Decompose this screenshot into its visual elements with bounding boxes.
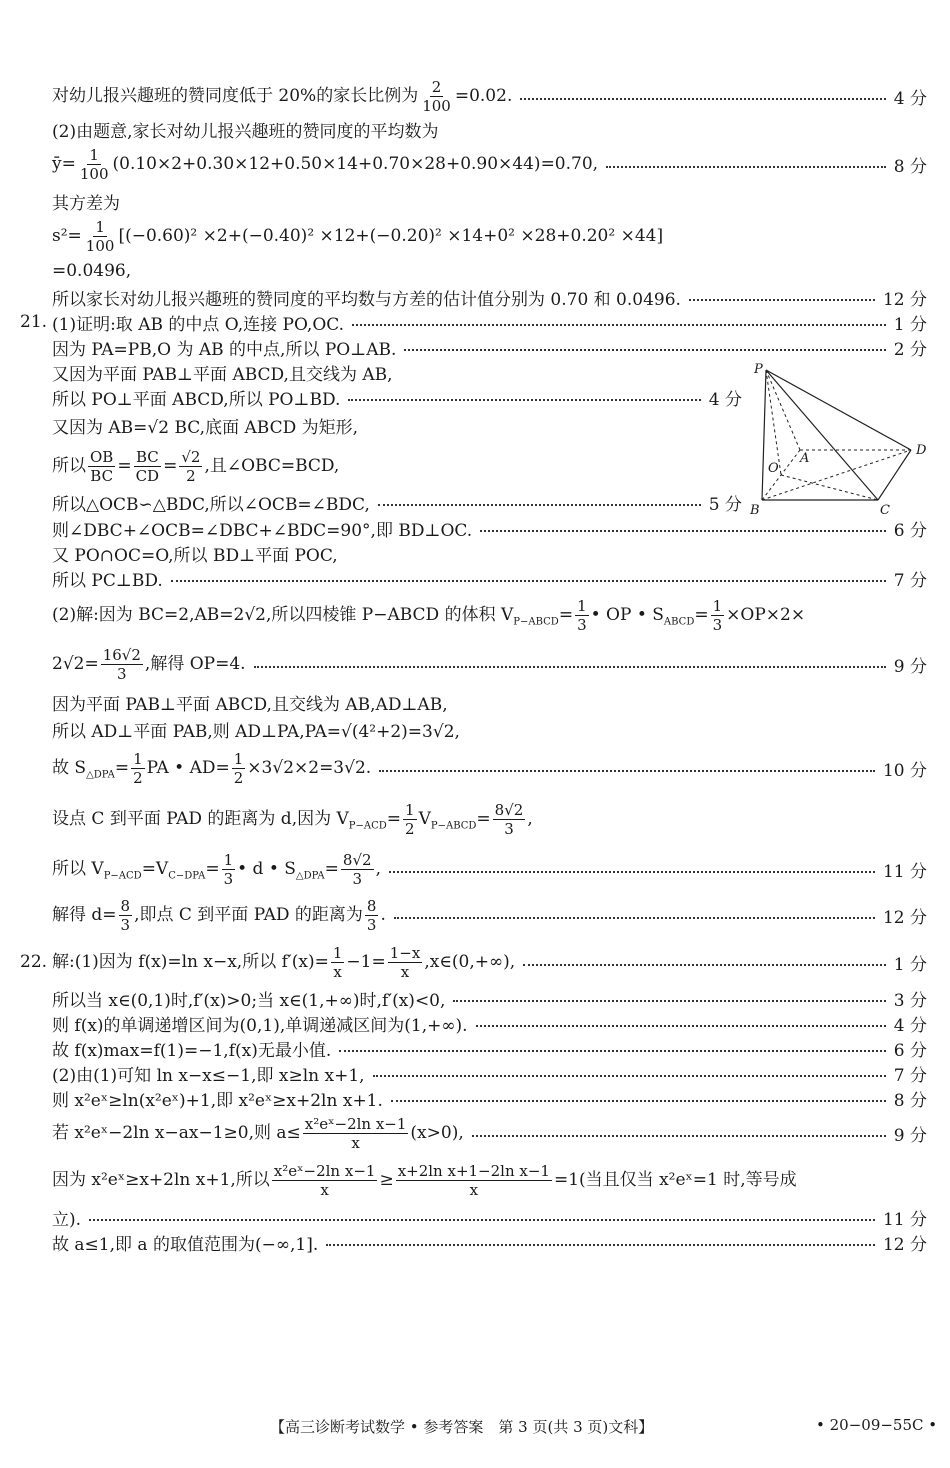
line-text: 又 PO∩OC=O,所以 BD⊥平面 POC, (52, 545, 338, 566)
text-span: −1= (346, 951, 386, 972)
answer-line (52, 689, 927, 715)
text-span: ×3√2×2=3√2. (247, 757, 372, 778)
fraction-numerator: 1 (133, 749, 143, 768)
fraction (131, 750, 145, 787)
answer-line (52, 1035, 927, 1061)
fraction-numerator: √2 (181, 447, 201, 466)
fraction (396, 1162, 552, 1199)
answer-line (52, 1060, 927, 1086)
text-span: ,解得 OP=4. (144, 653, 246, 674)
text-span: • OP • S (590, 604, 664, 625)
answer-line (52, 592, 927, 638)
fraction-denominator: 2 (133, 768, 143, 787)
page-footer (0, 1416, 950, 1438)
score-label: 4 分 (893, 1015, 927, 1036)
leader-dots (339, 1050, 886, 1052)
fraction (365, 897, 379, 934)
edge-pa (766, 370, 800, 450)
fraction (119, 897, 133, 934)
line-text: 立). (52, 1209, 82, 1230)
line-text (52, 801, 533, 838)
fraction-numerator: x²eˣ−2ln x−1 (273, 1161, 376, 1180)
text-span: =0.02. (454, 85, 513, 106)
fraction (134, 448, 162, 485)
leader-dots (171, 580, 886, 582)
answer-line (52, 892, 927, 938)
label-p: P (754, 362, 763, 377)
text-span: = (117, 455, 132, 476)
fraction-numerator: 1 (712, 596, 723, 615)
leader-dots (472, 1135, 886, 1137)
fraction-numerator: 8√2 (494, 800, 524, 819)
line-text: 所以 AD⊥平面 PAB,则 AD⊥PA,PA=√(4²+2)=3√2, (52, 721, 460, 742)
fraction-denominator: 100 (85, 236, 115, 255)
score-label: 6 分 (893, 1040, 927, 1061)
edge-cd (878, 450, 911, 500)
fraction (331, 944, 345, 981)
text-span: (0.10×2+0.30×12+0.50×14+0.70×28+0.90×44)=0.70, (112, 153, 599, 174)
answer-line (52, 1110, 927, 1156)
fraction-denominator: x (351, 1133, 360, 1152)
fraction (403, 801, 417, 838)
answer-line (20, 939, 927, 985)
text-span: 所以 V (52, 858, 104, 879)
subscript: △DPA (295, 869, 325, 881)
fraction-numerator: 8 (366, 896, 377, 915)
leader-dots (689, 299, 875, 301)
text-span: = (694, 604, 709, 625)
score-label: 7 分 (893, 1065, 927, 1086)
score-label: 4 分 (893, 88, 927, 109)
fraction (101, 646, 143, 683)
fraction-denominator: x (469, 1180, 479, 1199)
pyramid-figure (748, 360, 933, 520)
question-number: 22. (20, 952, 48, 972)
fraction-denominator: 3 (366, 915, 377, 934)
edge-pd (766, 370, 911, 450)
text-span: • d • S (237, 858, 296, 879)
leader-dots (476, 1025, 886, 1027)
text-span: = (205, 858, 220, 879)
answer-line (52, 141, 927, 187)
line-text: (2)由题意,家长对幼儿报兴趣班的赞同度的平均数为 (52, 121, 439, 142)
answer-line (52, 116, 927, 142)
line-text: 所以 PO⊥平面 ABCD,所以 PO⊥BD. (52, 389, 341, 410)
fraction-numerator: BC (135, 447, 159, 466)
text-span: ≥ (379, 1169, 394, 1190)
text-span: 2√2= (52, 653, 99, 674)
line-text: 所以△OCB∽△BDC,所以∠OCB=∠BDC, (52, 494, 370, 515)
line-text: 则∠DBC+∠OCB=∠DBC+∠BDC=90°,即 BD⊥OC. (52, 520, 473, 541)
fraction-numerator: 1 (95, 217, 105, 236)
answer-line (52, 334, 927, 360)
score-label: 12 分 (882, 907, 927, 928)
text-span: , (375, 858, 381, 879)
subscript: ABCD (663, 615, 695, 627)
fraction-denominator: 100 (79, 164, 109, 183)
text-span: PA • AD= (146, 757, 230, 778)
footer-title: 【高三诊断考试数学 • 参考答案 第 3 页(共 3 页)文科】 (270, 1418, 654, 1436)
subscript: C−DPA (168, 869, 206, 881)
line-text (52, 448, 339, 485)
answer-line (52, 258, 927, 284)
fraction-numerator: x²eˣ−2ln x−1 (304, 1114, 407, 1133)
text-span: 解:(1)因为 f(x)=ln x−x,所以 f′(x)= (52, 951, 329, 972)
fraction-denominator: x (320, 1180, 329, 1199)
line-text (52, 597, 805, 634)
answer-line (52, 1085, 927, 1111)
text-span: 所以 (52, 455, 86, 476)
fraction-numerator: x+2ln x+1−2ln x−1 (397, 1161, 550, 1180)
answer-line (52, 846, 927, 892)
subscript: P−ACD (103, 869, 142, 881)
label-c: C (880, 503, 890, 518)
leader-dots (379, 770, 875, 772)
text-span: =1(当且仅当 x²eˣ=1 时,等号成 (553, 1169, 797, 1190)
line-text: 又因为平面 PAB⊥平面 ABCD,且交线为 AB, (52, 364, 393, 385)
fraction-denominator: 3 (120, 915, 131, 934)
score-label: 8 分 (893, 1090, 927, 1111)
line-text (52, 851, 381, 888)
fraction (88, 448, 115, 485)
fraction (78, 146, 111, 183)
text-span: ȳ= (52, 153, 76, 174)
text-span: ,且∠OBC=BCD, (204, 455, 340, 476)
leader-dots (391, 1100, 886, 1102)
answer-line (52, 359, 742, 385)
text-span: [(−0.60)² ×2+(−0.40)² ×12+(−0.20)² ×14+0² ×28+0.20² ×44] (118, 225, 664, 246)
text-span: (2)解:因为 BC=2,AB=2√2,所以四棱锥 P−ABCD 的体积 V (52, 604, 514, 625)
text-span: =V (141, 858, 169, 879)
text-span: V (418, 808, 431, 829)
line-text: 其方差为 (52, 193, 120, 214)
answer-line (52, 540, 927, 566)
answer-line (52, 745, 927, 791)
answer-line (52, 716, 927, 742)
fraction-denominator: 3 (577, 615, 587, 634)
score-label: 2 分 (893, 339, 927, 360)
subscript: △DPA (86, 768, 115, 780)
line-text: 所以 PC⊥BD. (52, 570, 163, 591)
text-span: s²= (52, 225, 82, 246)
score-label: 7 分 (893, 570, 927, 591)
score-label: 9 分 (893, 1125, 927, 1146)
fraction-numerator: 1 (89, 145, 99, 164)
label-o: O (768, 461, 779, 476)
answer-line (52, 1204, 927, 1230)
leader-dots (453, 1000, 885, 1002)
leader-dots (523, 964, 886, 966)
diagonal-bd (762, 450, 911, 500)
fraction (575, 597, 589, 634)
score-label: 5 分 (708, 494, 742, 515)
fraction-numerator: 1 (223, 850, 234, 869)
leader-dots (254, 666, 886, 668)
fraction (303, 1115, 409, 1152)
answer-line (52, 1010, 927, 1036)
fraction (272, 1162, 378, 1199)
answer-line (52, 443, 742, 489)
fraction (341, 851, 374, 888)
question-number: 21. (20, 312, 48, 332)
line-text (52, 218, 663, 255)
text-span: ,即点 C 到平面 PAD 的距离为 (134, 904, 363, 925)
score-label: 9 分 (893, 656, 927, 677)
text-span: = (324, 858, 339, 879)
text-span: = (163, 455, 178, 476)
fraction-denominator: 3 (117, 664, 127, 683)
fraction-denominator: CD (135, 466, 160, 485)
segment-oc (781, 475, 878, 500)
text-span: ,x∈(0,+∞), (424, 951, 516, 972)
text-span: . (380, 904, 386, 925)
fraction-denominator: 3 (352, 869, 362, 888)
fraction-denominator: 3 (504, 819, 514, 838)
score-label: 11 分 (882, 1209, 927, 1230)
fraction-numerator: 1 (577, 596, 587, 615)
score-label: 12 分 (882, 1234, 927, 1255)
score-label: 11 分 (882, 861, 927, 882)
fraction-denominator: 3 (712, 615, 723, 634)
label-b: B (750, 503, 760, 518)
label-a: A (800, 451, 810, 466)
text-span: = (476, 808, 491, 829)
text-span: 解得 d= (52, 904, 117, 925)
leader-dots (520, 98, 885, 100)
text-span: = (386, 808, 402, 829)
fraction-denominator: 2 (186, 466, 196, 485)
text-span: 因为 x²eˣ≥x+2ln x+1,所以 (52, 1169, 270, 1190)
line-text: 故 f(x)max=f(1)=−1,f(x)无最小值. (52, 1040, 332, 1061)
text-span: 设点 C 到平面 PAD 的距离为 d,因为 V (52, 808, 349, 829)
line-text (52, 78, 512, 115)
answer-line (52, 73, 927, 119)
answer-line (20, 309, 927, 335)
answer-line (52, 1157, 927, 1203)
leader-dots (394, 917, 875, 919)
leader-dots (89, 1219, 875, 1221)
fraction (388, 944, 423, 981)
answer-line (52, 213, 927, 259)
answer-line (52, 641, 927, 687)
line-text (52, 1162, 797, 1199)
answer-line (52, 188, 927, 214)
fraction-denominator: 2 (233, 768, 244, 787)
line-text: 则 f(x)的单调递增区间为(0,1),单调递减区间为(1,+∞). (52, 1015, 468, 1036)
fraction (493, 801, 526, 838)
text-span: 若 x²eˣ−2ln x−ax−1≥0,则 a≤ (52, 1122, 301, 1143)
score-label: 12 分 (882, 289, 927, 310)
label-d: D (916, 443, 927, 458)
fraction (711, 597, 725, 634)
fraction-denominator: 100 (422, 96, 451, 115)
line-text: (2)由(1)可知 ln x−x≤−1,即 x≥ln x+1, (52, 1065, 365, 1086)
fraction-numerator: 1 (405, 800, 415, 819)
line-text: (1)证明:取 AB 的中点 O,连接 PO,OC. (52, 314, 345, 335)
fraction (222, 851, 236, 888)
text-span: ×OP×2× (726, 604, 806, 625)
fraction-numerator: 8√2 (342, 850, 372, 869)
line-text: 故 a≤1,即 a 的取值范围为(−∞,1]. (52, 1234, 319, 1255)
text-span: = (114, 757, 130, 778)
leader-dots (352, 324, 886, 326)
line-text (52, 750, 371, 787)
score-label: 10 分 (882, 760, 927, 781)
score-label: 8 分 (893, 156, 927, 177)
leader-dots (480, 530, 886, 532)
edge-pb (762, 370, 766, 500)
score-label: 1 分 (893, 314, 927, 335)
score-label: 1 分 (893, 954, 927, 975)
subscript: P−ABCD (430, 819, 477, 831)
line-text (52, 897, 386, 934)
text-span: 故 S (52, 757, 87, 778)
answer-line (52, 384, 742, 410)
leader-dots (373, 1075, 886, 1077)
fraction-numerator: 1−x (389, 943, 421, 962)
fraction (420, 78, 453, 115)
answer-line (52, 796, 927, 842)
text-span: (x>0), (410, 1122, 464, 1143)
footer-code: • 20−09−55C • (816, 1416, 938, 1434)
fraction-denominator: x (400, 962, 410, 981)
edge-pc (766, 370, 878, 500)
fraction (232, 750, 246, 787)
fraction-denominator: x (333, 962, 342, 981)
fraction (179, 448, 202, 485)
fraction (84, 218, 117, 255)
line-text: =0.0496, (52, 261, 132, 281)
fraction-numerator: 1 (332, 943, 343, 962)
fraction-numerator: 16√2 (102, 645, 141, 664)
line-text: 所以家长对幼儿报兴趣班的赞同度的平均数与方差的估计值分别为 0.70 和 0.0496. (52, 289, 681, 310)
leader-dots (404, 349, 885, 351)
text-span: 对幼儿报兴趣班的赞同度低于 20%的家长比例为 (52, 85, 419, 106)
subscript: P−ABCD (513, 615, 559, 627)
leader-dots (326, 1244, 875, 1246)
fraction-denominator: 3 (223, 869, 234, 888)
answer-line (52, 412, 742, 438)
line-text: 因为平面 PAB⊥平面 ABCD,且交线为 AB,AD⊥AB, (52, 694, 448, 715)
fraction-denominator: 2 (405, 819, 415, 838)
fraction-numerator: OB (90, 447, 114, 466)
answer-line (52, 1229, 927, 1255)
leader-dots (606, 166, 886, 168)
subscript: P−ACD (348, 819, 387, 831)
fraction-numerator: 1 (233, 749, 244, 768)
line-text (52, 1115, 464, 1152)
answer-line (52, 985, 927, 1011)
fraction-numerator: 8 (120, 896, 131, 915)
score-label: 6 分 (893, 520, 927, 541)
answer-line (52, 565, 927, 591)
leader-dots (389, 871, 875, 873)
line-text: 又因为 AB=√2 BC,底面 ABCD 为矩形, (52, 417, 359, 438)
answer-line (52, 489, 742, 515)
score-label: 3 分 (893, 990, 927, 1011)
segment-po (766, 370, 781, 475)
text-span: = (558, 604, 574, 625)
line-text (52, 146, 598, 183)
answer-line (52, 284, 927, 310)
line-text (52, 646, 246, 683)
text-span: , (527, 808, 533, 829)
line-text (52, 944, 515, 981)
line-text: 因为 PA=PB,O 为 AB 的中点,所以 PO⊥AB. (52, 339, 397, 360)
score-label: 4 分 (708, 389, 742, 410)
fraction-numerator: 2 (431, 77, 442, 96)
leader-dots (348, 399, 700, 401)
line-text: 所以当 x∈(0,1)时,f′(x)>0;当 x∈(1,+∞)时,f′(x)<0, (52, 990, 446, 1011)
line-text: 则 x²eˣ≥ln(x²eˣ)+1,即 x²eˣ≥x+2ln x+1. (52, 1090, 383, 1111)
leader-dots (378, 504, 701, 506)
fraction-denominator: BC (90, 466, 114, 485)
